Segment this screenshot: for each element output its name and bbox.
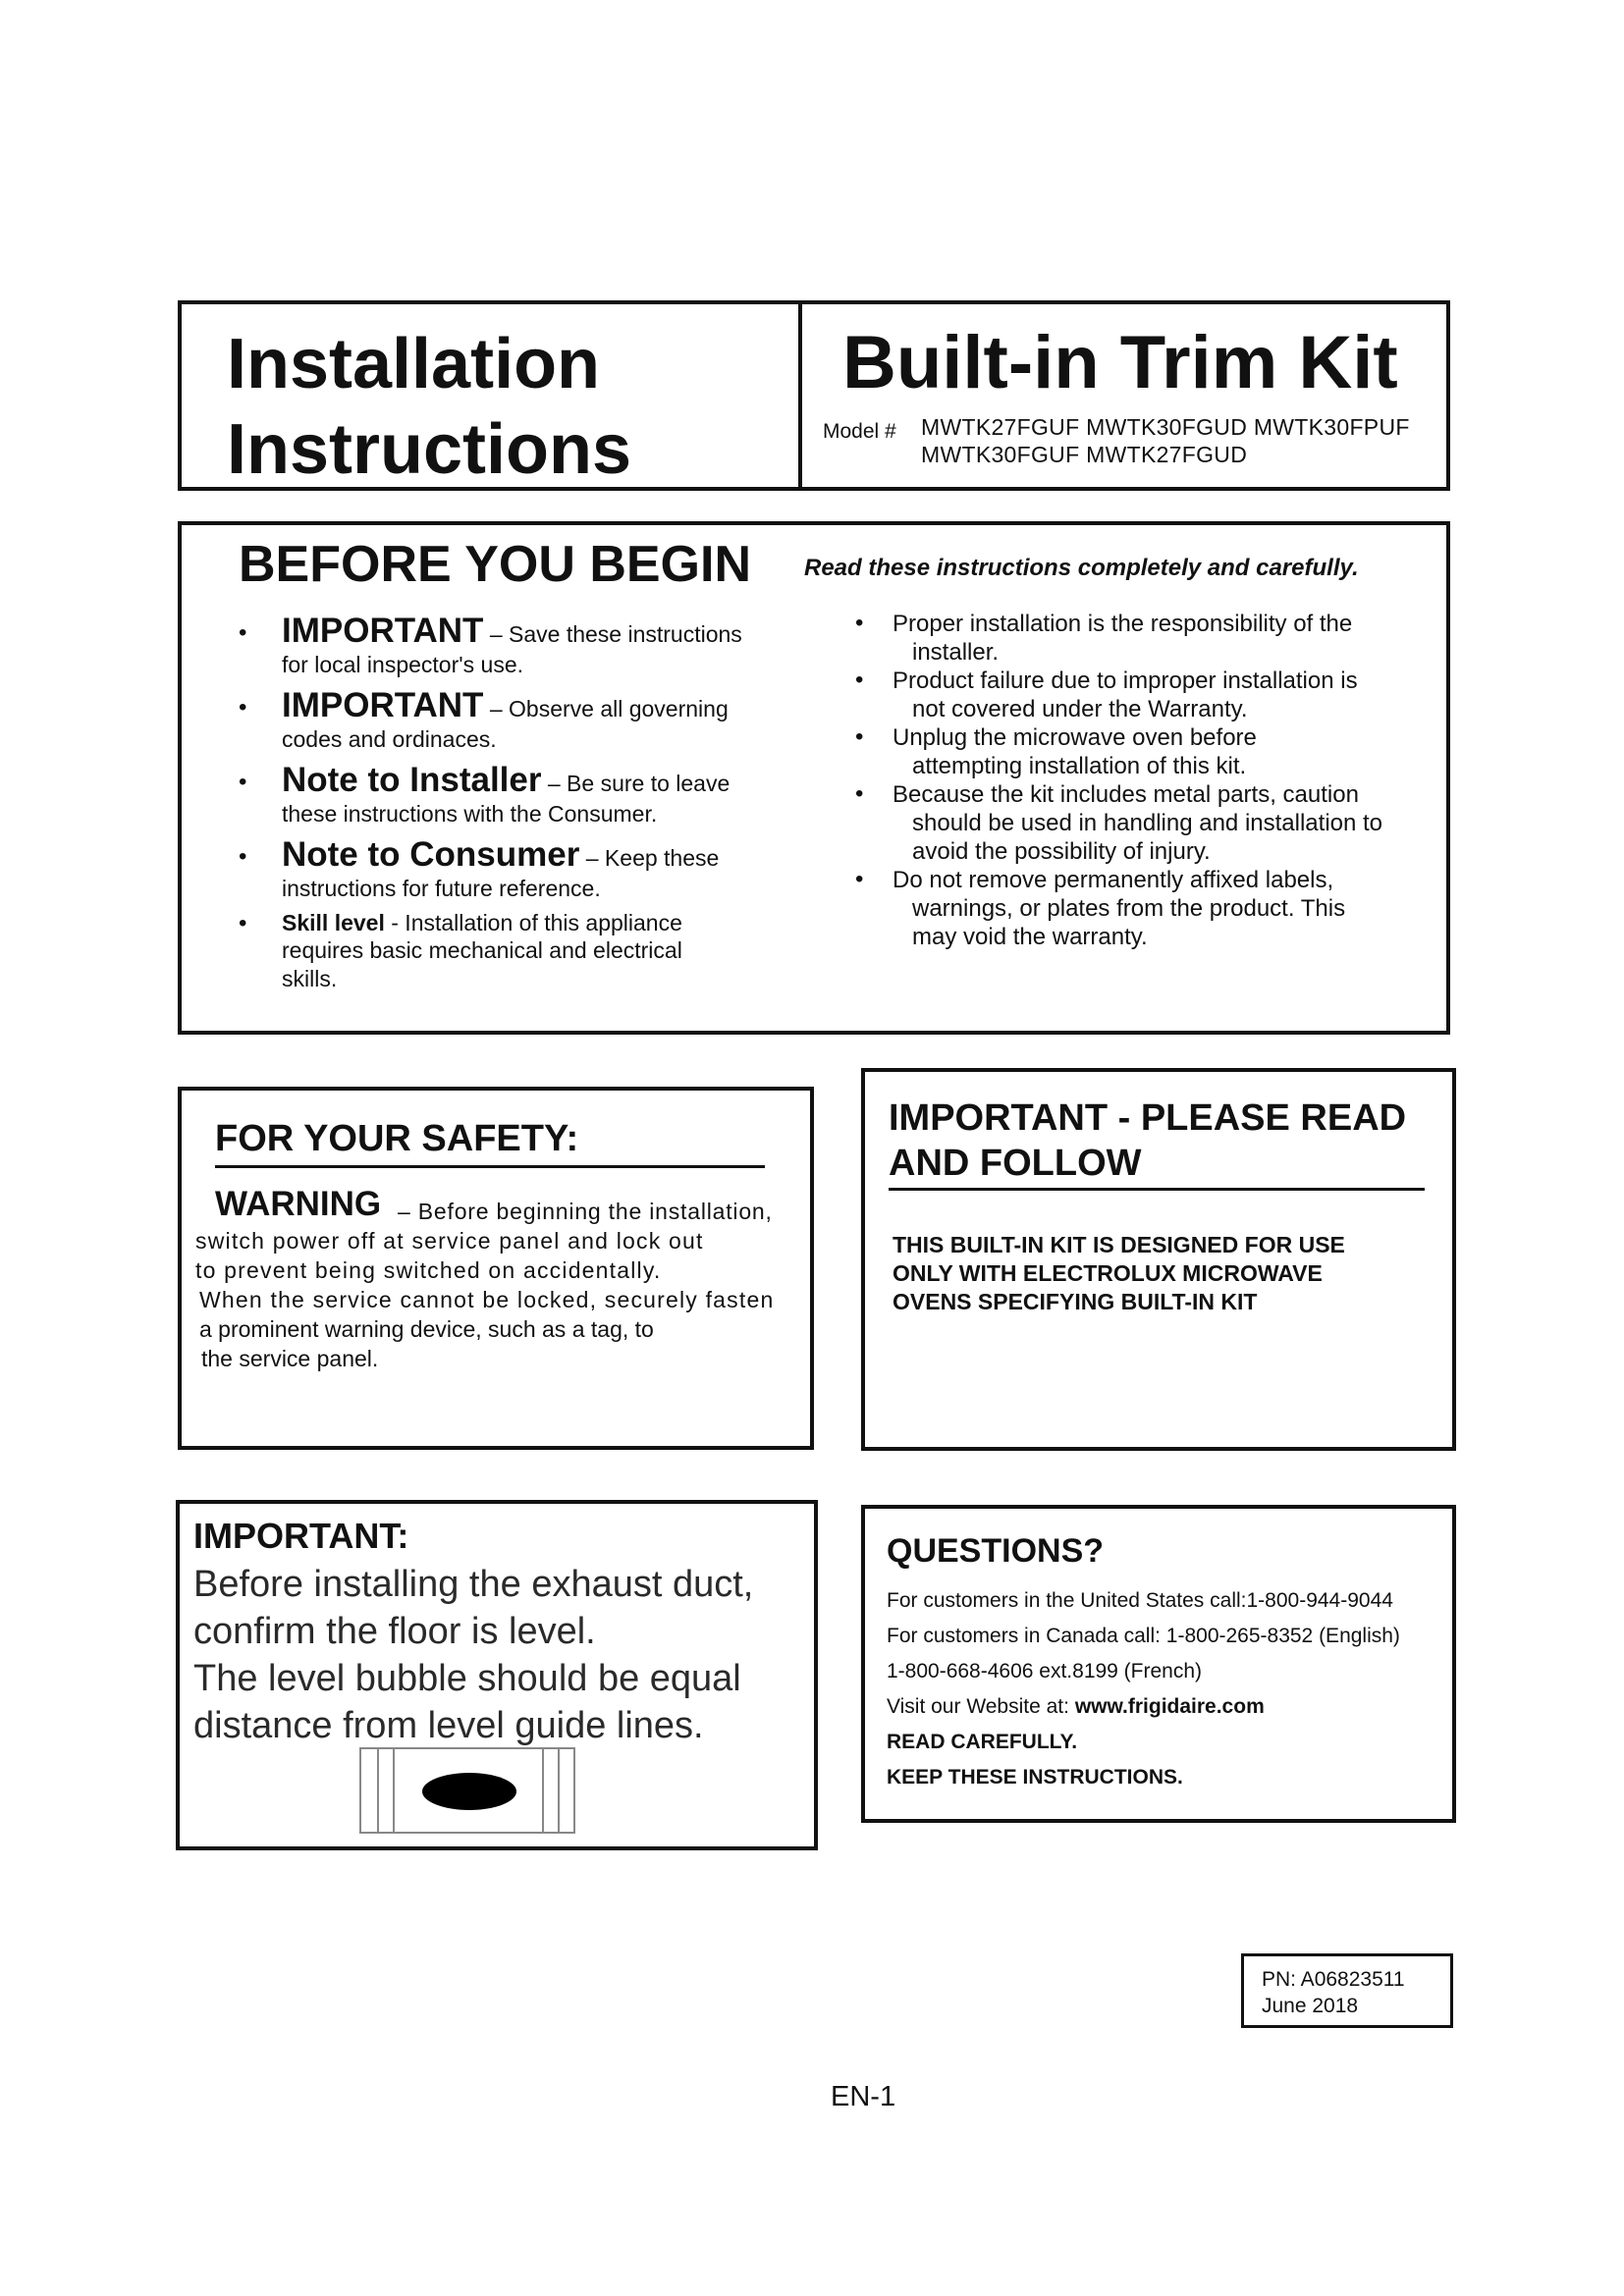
item-continuation: should be used in handling and installation to	[912, 810, 1383, 836]
safety-heading-rule	[215, 1165, 765, 1168]
item-continuation: attempting installation of this kit.	[912, 753, 1247, 779]
item-continuation: skills.	[282, 966, 338, 991]
list-item	[841, 866, 1421, 951]
safety-box	[178, 1087, 814, 1450]
notice-line: ONLY WITH ELECTROLUX MICROWAVE	[893, 1260, 1323, 1286]
model-label: Model #	[823, 420, 896, 443]
before-you-begin-box	[178, 521, 1450, 1035]
level-instructions	[193, 1561, 802, 1749]
us-phone-line: For customers in the United States call:1-800-944-9044	[887, 1589, 1393, 1612]
bullet-icon: •	[855, 610, 864, 636]
safety-line: a prominent warning device, such as a tag, to	[199, 1316, 654, 1342]
french-phone-line: 1-800-668-4606 ext.8199 (French)	[887, 1660, 1203, 1682]
safety-line: When the service cannot be locked, securely fasten	[199, 1287, 775, 1312]
page-number: EN-1	[831, 2081, 896, 2112]
bullet-icon: •	[855, 866, 864, 892]
model-numbers-line-1: MWTK27FGUF MWTK30FGUD MWTK30FPUF	[921, 414, 1410, 440]
read-and-follow-text	[893, 1231, 1423, 1316]
publish-date: June 2018	[1262, 1995, 1359, 2017]
list-item	[221, 835, 781, 903]
list-item	[841, 780, 1421, 866]
item-continuation: for local inspector's use.	[282, 652, 524, 677]
before-you-begin-heading: BEFORE YOU BEGIN	[239, 536, 752, 593]
list-item	[841, 667, 1421, 723]
part-number: PN: A06823511	[1262, 1968, 1405, 1991]
safety-line: to prevent being switched on accidentally.	[195, 1257, 662, 1283]
header-box	[178, 300, 1450, 491]
model-numbers-line-2: MWTK30FGUF MWTK27FGUD	[921, 442, 1248, 467]
website-prefix: Visit our Website at:	[887, 1695, 1075, 1718]
bullet-icon: •	[855, 723, 864, 750]
bullet-icon: •	[855, 667, 864, 693]
item-text: Proper installation is the responsibility of the	[893, 611, 1353, 637]
item-text: Product failure due to improper installation is	[893, 667, 1358, 694]
item-continuation: requires basic mechanical and electrical	[282, 937, 682, 963]
safety-line: the service panel.	[201, 1346, 379, 1371]
header-divider	[798, 304, 802, 487]
item-continuation: installer.	[912, 639, 1000, 666]
item-lead: IMPORTANT	[282, 686, 484, 724]
item-text: - Installation of this appliance	[384, 910, 682, 935]
website-line	[887, 1689, 1456, 1725]
left-bullet-list	[221, 612, 781, 1000]
item-text: – Be sure to leave	[541, 771, 731, 796]
notice-line: THIS BUILT-IN KIT IS DESIGNED FOR USE	[893, 1232, 1345, 1257]
item-continuation: may void the warranty.	[912, 924, 1148, 950]
level-line: Before installing the exhaust duct,	[193, 1564, 754, 1605]
level-guide-line	[558, 1749, 560, 1832]
bullet-icon: •	[239, 619, 247, 646]
warning-label: WARNING	[215, 1185, 382, 1223]
list-item	[841, 723, 1421, 780]
item-lead: Note to Installer	[282, 761, 542, 799]
read-and-follow-heading: IMPORTANT - PLEASE READ AND FOLLOW	[889, 1097, 1407, 1184]
item-text: – Keep these	[579, 845, 720, 871]
level-guide-line	[542, 1749, 544, 1832]
item-text: Unplug the microwave oven before	[893, 724, 1257, 751]
level-line: confirm the floor is level.	[193, 1611, 596, 1652]
list-item	[221, 761, 781, 828]
bullet-icon: •	[239, 910, 247, 936]
safety-heading: FOR YOUR SAFETY:	[215, 1118, 579, 1159]
read-heading-rule	[889, 1188, 1425, 1191]
item-continuation: codes and ordinaces.	[282, 726, 497, 752]
item-lead: Note to Consumer	[282, 835, 580, 874]
item-continuation: not covered under the Warranty.	[912, 696, 1248, 722]
list-item	[221, 686, 781, 754]
doc-title-line-1: Installation	[227, 325, 601, 403]
item-text: Do not remove permanently affixed labels,	[893, 867, 1334, 893]
list-item	[221, 910, 781, 993]
read-carefully-line: READ CAREFULLY.	[887, 1731, 1078, 1753]
keep-instructions-line: KEEP THESE INSTRUCTIONS.	[887, 1766, 1183, 1789]
item-continuation: these instructions with the Consumer.	[282, 801, 658, 827]
website-link[interactable]: www.frigidaire.com	[1074, 1695, 1265, 1718]
list-item	[221, 612, 781, 679]
item-continuation: instructions for future reference.	[282, 876, 601, 901]
canada-phone-line: For customers in Canada call: 1-800-265-8352 (English)	[887, 1625, 1400, 1647]
item-text: – Save these instructions	[483, 621, 742, 647]
read-instructions-note: Read these instructions completely and carefully.	[804, 555, 1359, 581]
bullet-icon: •	[239, 843, 247, 870]
bullet-icon: •	[239, 769, 247, 795]
level-heading: IMPORTANT:	[193, 1516, 409, 1556]
item-text: – Observe all governing	[483, 696, 729, 721]
kit-title: Built-in Trim Kit	[842, 321, 1398, 404]
questions-box	[861, 1505, 1456, 1823]
read-and-follow-box	[861, 1068, 1456, 1451]
item-lead: Skill level	[282, 910, 385, 935]
safety-line: switch power off at service panel and lock out	[195, 1228, 704, 1254]
questions-heading: QUESTIONS?	[887, 1532, 1105, 1570]
right-bullet-list	[841, 610, 1421, 951]
level-check-box	[176, 1500, 818, 1850]
level-bubble-icon	[422, 1773, 516, 1810]
level-guide-line	[393, 1749, 395, 1832]
item-text: Because the kit includes metal parts, caution	[893, 781, 1359, 808]
bullet-icon: •	[239, 694, 247, 721]
bullet-icon: •	[855, 780, 864, 807]
item-lead: IMPORTANT	[282, 612, 484, 650]
part-number-box	[1241, 1953, 1453, 2028]
doc-title-line-2: Instructions	[227, 410, 632, 489]
item-continuation: warnings, or plates from the product. This	[912, 895, 1346, 922]
level-guide-line	[377, 1749, 379, 1832]
item-continuation: avoid the possibility of injury.	[912, 838, 1211, 865]
contact-info	[887, 1583, 1456, 1795]
list-item	[841, 610, 1421, 667]
safety-line: – Before beginning the installation,	[398, 1199, 773, 1224]
level-bubble-gauge-icon	[359, 1747, 575, 1834]
level-line: The level bubble should be equal	[193, 1658, 741, 1699]
level-line: distance from level guide lines.	[193, 1705, 704, 1746]
part-number-text	[1262, 1966, 1405, 2019]
notice-line: OVENS SPECIFYING BUILT-IN KIT	[893, 1289, 1258, 1314]
